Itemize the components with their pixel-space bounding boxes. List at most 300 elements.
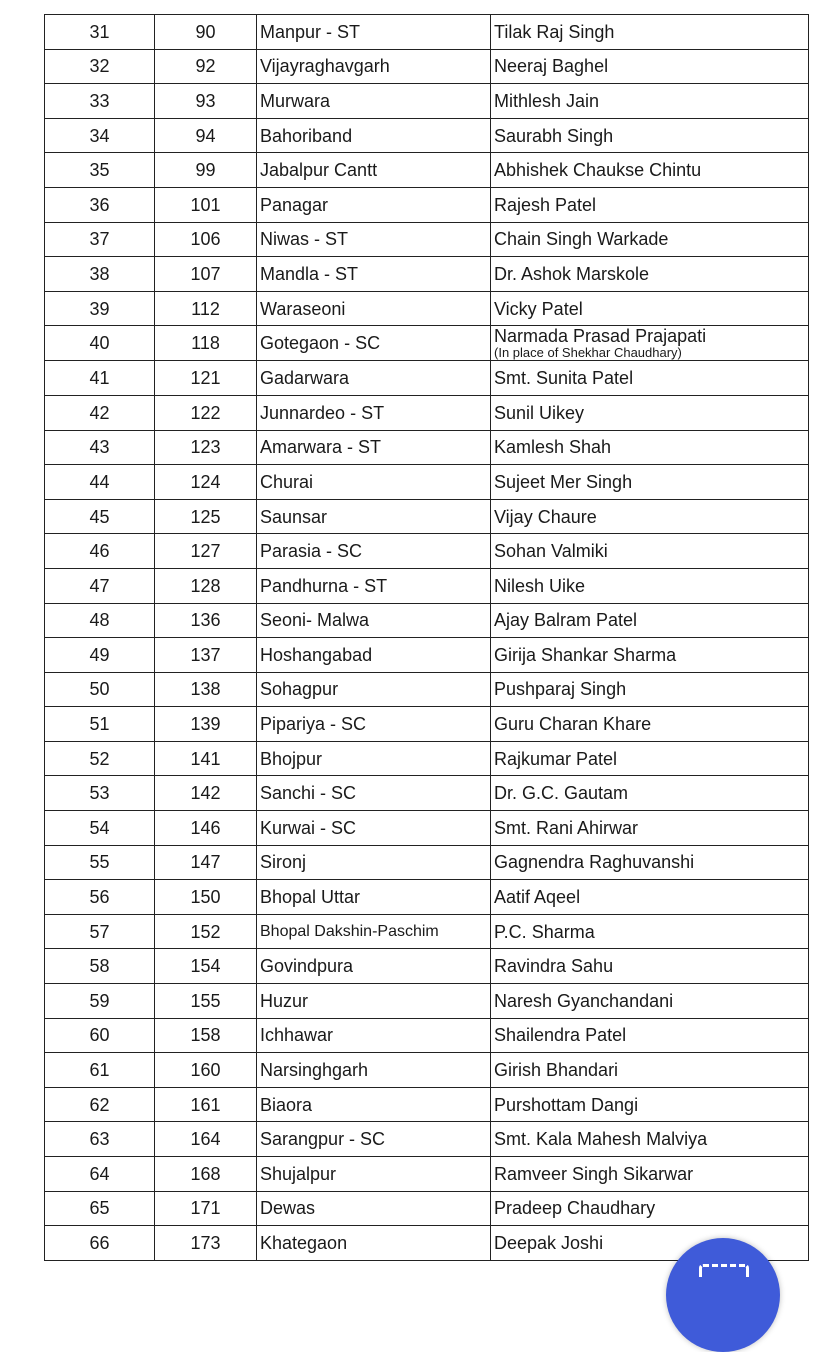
table-row — [45, 430, 809, 465]
ac-number-cell — [155, 776, 257, 811]
candidate-table — [44, 14, 809, 1261]
constituency-text: Saunsar — [260, 506, 328, 527]
serial-number-cell — [45, 187, 155, 222]
table-row — [45, 845, 809, 880]
candidate-cell — [491, 914, 809, 949]
constituency-cell — [257, 880, 491, 915]
table-row — [45, 534, 809, 569]
constituency-cell — [257, 568, 491, 603]
candidate-cell — [491, 291, 809, 326]
floating-action-button[interactable] — [666, 1238, 780, 1352]
table-row — [45, 222, 809, 257]
serial-number-text: 38 — [89, 263, 110, 284]
ac-number-text: 160 — [190, 1060, 221, 1081]
constituency-text: Amarwara - ST — [260, 437, 382, 458]
ac-number-text: 123 — [190, 437, 221, 458]
candidate-cell — [491, 741, 809, 776]
constituency-text: Hoshangabad — [260, 644, 373, 665]
candidate-text: Ajay Balram Patel — [494, 610, 638, 631]
constituency-cell — [257, 1122, 491, 1157]
table-row — [45, 603, 809, 638]
ac-number-text: 127 — [190, 541, 221, 562]
candidate-cell — [491, 15, 809, 50]
ac-number-text: 106 — [190, 229, 221, 250]
serial-number-cell — [45, 811, 155, 846]
candidate-text: Ramveer Singh Sikarwar — [494, 1163, 694, 1184]
candidate-cell — [491, 707, 809, 742]
table-row — [45, 187, 809, 222]
table-row — [45, 880, 809, 915]
candidate-cell — [491, 118, 809, 153]
candidate-text: Sujeet Mer Singh — [494, 471, 633, 492]
candidate-note: (In place of Shekhar Chaudhary) — [494, 345, 682, 361]
serial-number-cell — [45, 568, 155, 603]
ac-number-text: 139 — [190, 714, 221, 735]
constituency-text: Narsinghgarh — [260, 1060, 369, 1081]
ac-number-text: 94 — [195, 125, 216, 146]
serial-number-cell — [45, 880, 155, 915]
serial-number-text: 32 — [89, 56, 110, 77]
ac-number-text: 173 — [190, 1232, 221, 1253]
candidate-cell — [491, 465, 809, 500]
serial-number-text: 39 — [89, 298, 110, 319]
constituency-text: Jabalpur Cantt — [260, 160, 378, 181]
serial-number-cell — [45, 638, 155, 673]
serial-number-cell — [45, 84, 155, 119]
candidate-cell — [491, 568, 809, 603]
serial-number-text: 65 — [89, 1198, 110, 1219]
constituency-cell — [257, 603, 491, 638]
constituency-cell — [257, 949, 491, 984]
candidate-text: Nilesh Uike — [494, 575, 586, 596]
table-row — [45, 776, 809, 811]
candidate-cell — [491, 672, 809, 707]
ac-number-cell — [155, 1191, 257, 1226]
candidate-cell — [491, 361, 809, 396]
candidate-text: Abhishek Chaukse Chintu — [494, 160, 702, 181]
ac-number-text: 154 — [190, 956, 221, 977]
constituency-text: Pipariya - SC — [260, 714, 367, 735]
candidate-text: Sunil Uikey — [494, 402, 585, 423]
constituency-text: Junnardeo - ST — [260, 402, 385, 423]
constituency-cell — [257, 672, 491, 707]
serial-number-text: 58 — [89, 956, 110, 977]
ac-number-cell — [155, 1053, 257, 1088]
candidate-cell — [491, 1087, 809, 1122]
candidate-text: Aatif Aqeel — [494, 887, 581, 908]
candidate-text: Rajkumar Patel — [494, 748, 618, 769]
serial-number-text: 54 — [89, 817, 110, 838]
serial-number-text: 50 — [89, 679, 110, 700]
ac-number-cell — [155, 741, 257, 776]
constituency-cell — [257, 776, 491, 811]
serial-number-text: 44 — [89, 471, 110, 492]
candidate-text: Purshottam Dangi — [494, 1094, 639, 1115]
ac-number-text: 128 — [190, 575, 221, 596]
ac-number-cell — [155, 568, 257, 603]
constituency-cell — [257, 430, 491, 465]
serial-number-text: 40 — [89, 333, 110, 354]
table-row — [45, 707, 809, 742]
serial-number-text: 48 — [89, 610, 110, 631]
serial-number-cell — [45, 257, 155, 292]
constituency-text: Sironj — [260, 852, 307, 873]
candidate-cell — [491, 222, 809, 257]
serial-number-text: 53 — [89, 783, 110, 804]
ac-number-text: 147 — [190, 852, 221, 873]
constituency-text: Gadarwara — [260, 368, 350, 389]
constituency-text: Huzur — [260, 990, 309, 1011]
serial-number-text: 35 — [89, 160, 110, 181]
serial-number-text: 56 — [89, 887, 110, 908]
candidate-text: Dr. G.C. Gautam — [494, 783, 629, 804]
candidate-cell — [491, 880, 809, 915]
constituency-text: Gotegaon - SC — [260, 333, 381, 354]
serial-number-text: 51 — [89, 714, 110, 735]
constituency-text: Pandhurna - ST — [260, 575, 388, 596]
table-row — [45, 118, 809, 153]
serial-number-text: 42 — [89, 402, 110, 423]
ac-number-cell — [155, 222, 257, 257]
ac-number-text: 101 — [190, 194, 221, 215]
ac-number-text: 152 — [190, 921, 221, 942]
constituency-text: Bhojpur — [260, 748, 323, 769]
candidate-table-body — [45, 15, 809, 1261]
serial-number-text: 61 — [89, 1060, 110, 1081]
candidate-text: Dr. Ashok Marskole — [494, 263, 650, 284]
serial-number-cell — [45, 984, 155, 1019]
serial-number-text: 34 — [89, 125, 110, 146]
table-row — [45, 361, 809, 396]
serial-number-text: 52 — [89, 748, 110, 769]
constituency-cell — [257, 187, 491, 222]
table-row — [45, 984, 809, 1019]
ac-number-text: 93 — [195, 90, 216, 111]
constituency-cell — [257, 153, 491, 188]
constituency-text: Ichhawar — [260, 1025, 334, 1046]
constituency-text: Dewas — [260, 1198, 316, 1219]
serial-number-cell — [45, 291, 155, 326]
table-row — [45, 1157, 809, 1192]
candidate-text: Girish Bhandari — [494, 1060, 619, 1081]
ac-number-cell — [155, 1122, 257, 1157]
candidate-text: Deepak Joshi — [494, 1232, 604, 1253]
serial-number-text: 60 — [89, 1025, 110, 1046]
table-row — [45, 1053, 809, 1088]
ac-number-cell — [155, 84, 257, 119]
serial-number-cell — [45, 118, 155, 153]
serial-number-cell — [45, 534, 155, 569]
candidate-cell — [491, 776, 809, 811]
constituency-text: Churai — [260, 471, 314, 492]
table-row — [45, 84, 809, 119]
ac-number-cell — [155, 1018, 257, 1053]
candidate-text: Kamlesh Shah — [494, 437, 612, 458]
serial-number-cell — [45, 707, 155, 742]
ac-number-cell — [155, 361, 257, 396]
ac-number-cell — [155, 534, 257, 569]
constituency-text: Waraseoni — [260, 298, 346, 319]
ac-number-cell — [155, 914, 257, 949]
candidate-text: Pradeep Chaudhary — [494, 1198, 656, 1219]
candidate-text: Girija Shankar Sharma — [494, 644, 677, 665]
serial-number-cell — [45, 153, 155, 188]
candidate-text: Smt. Sunita Patel — [494, 368, 634, 389]
table-row — [45, 326, 809, 361]
ac-number-cell — [155, 1157, 257, 1192]
table-row — [45, 638, 809, 673]
table-row — [45, 1018, 809, 1053]
candidate-text: Sohan Valmiki — [494, 541, 608, 562]
candidate-text: Vicky Patel — [494, 298, 583, 319]
constituency-cell — [257, 707, 491, 742]
serial-number-cell — [45, 1191, 155, 1226]
ac-number-text: 171 — [190, 1198, 221, 1219]
ac-number-cell — [155, 118, 257, 153]
constituency-text: Bhopal Dakshin-Paschim — [260, 922, 439, 940]
table-row — [45, 1191, 809, 1226]
constituency-text: Mandla - ST — [260, 263, 359, 284]
serial-number-cell — [45, 1122, 155, 1157]
constituency-text: Khategaon — [260, 1232, 348, 1253]
serial-number-cell — [45, 845, 155, 880]
serial-number-text: 55 — [89, 852, 110, 873]
constituency-text: Sarangpur - SC — [260, 1129, 386, 1150]
serial-number-text: 63 — [89, 1129, 110, 1150]
document-scan-icon — [699, 1264, 749, 1277]
candidate-text: Ravindra Sahu — [494, 956, 614, 977]
candidate-text: Smt. Rani Ahirwar — [494, 817, 639, 838]
constituency-text: Shujalpur — [260, 1163, 337, 1184]
table-row — [45, 1122, 809, 1157]
serial-number-cell — [45, 914, 155, 949]
constituency-cell — [257, 257, 491, 292]
ac-number-cell — [155, 257, 257, 292]
ac-number-cell — [155, 15, 257, 50]
ac-number-text: 107 — [190, 263, 221, 284]
candidate-cell — [491, 395, 809, 430]
candidate-text: Naresh Gyanchandani — [494, 990, 674, 1011]
ac-number-text: 92 — [195, 56, 216, 77]
constituency-text: Kurwai - SC — [260, 817, 357, 838]
serial-number-cell — [45, 49, 155, 84]
constituency-cell — [257, 534, 491, 569]
candidate-text: Chain Singh Warkade — [494, 229, 669, 250]
constituency-cell — [257, 638, 491, 673]
serial-number-text: 41 — [89, 368, 110, 389]
candidate-text: Pushparaj Singh — [494, 679, 627, 700]
table-row — [45, 741, 809, 776]
constituency-cell — [257, 845, 491, 880]
candidate-text: Vijay Chaure — [494, 506, 597, 527]
constituency-cell — [257, 84, 491, 119]
ac-number-cell — [155, 430, 257, 465]
ac-number-cell — [155, 1226, 257, 1261]
table-row — [45, 465, 809, 500]
candidate-text: P.C. Sharma — [494, 921, 595, 942]
candidate-cell — [491, 984, 809, 1019]
ac-number-cell — [155, 153, 257, 188]
table-row — [45, 568, 809, 603]
ac-number-cell — [155, 465, 257, 500]
constituency-text: Seoni- Malwa — [260, 610, 370, 631]
candidate-text: Shailendra Patel — [494, 1025, 627, 1046]
ac-number-text: 125 — [190, 506, 221, 527]
table-row — [45, 395, 809, 430]
candidate-cell — [491, 949, 809, 984]
serial-number-cell — [45, 1226, 155, 1261]
serial-number-cell — [45, 1018, 155, 1053]
serial-number-text: 43 — [89, 437, 110, 458]
serial-number-cell — [45, 949, 155, 984]
candidate-cell — [491, 811, 809, 846]
constituency-cell — [257, 1191, 491, 1226]
serial-number-cell — [45, 465, 155, 500]
constituency-cell — [257, 1226, 491, 1261]
candidate-text: Mithlesh Jain — [494, 90, 600, 111]
constituency-cell — [257, 1087, 491, 1122]
ac-number-cell — [155, 707, 257, 742]
candidate-cell — [491, 1191, 809, 1226]
constituency-cell — [257, 222, 491, 257]
constituency-text: Murwara — [260, 90, 331, 111]
serial-number-cell — [45, 672, 155, 707]
serial-number-cell — [45, 776, 155, 811]
constituency-text: Sohagpur — [260, 679, 339, 700]
serial-number-text: 66 — [89, 1232, 110, 1253]
constituency-cell — [257, 741, 491, 776]
candidate-cell — [491, 638, 809, 673]
table-row — [45, 914, 809, 949]
serial-number-cell — [45, 430, 155, 465]
constituency-cell — [257, 914, 491, 949]
candidate-cell — [491, 845, 809, 880]
constituency-cell — [257, 1053, 491, 1088]
serial-number-text: 46 — [89, 541, 110, 562]
constituency-text: Vijayraghavgarh — [260, 56, 390, 77]
ac-number-cell — [155, 603, 257, 638]
serial-number-cell — [45, 1053, 155, 1088]
candidate-cell — [491, 1122, 809, 1157]
candidate-cell — [491, 534, 809, 569]
ac-number-cell — [155, 811, 257, 846]
table-row — [45, 499, 809, 534]
serial-number-text: 33 — [89, 90, 110, 111]
serial-number-cell — [45, 361, 155, 396]
candidate-text: Tilak Raj Singh — [494, 21, 615, 42]
serial-number-cell — [45, 603, 155, 638]
ac-number-text: 122 — [190, 402, 221, 423]
constituency-cell — [257, 395, 491, 430]
candidate-text: Rajesh Patel — [494, 194, 597, 215]
serial-number-text: 45 — [89, 506, 110, 527]
constituency-text: Govindpura — [260, 956, 354, 977]
serial-number-text: 62 — [89, 1094, 110, 1115]
constituency-text: Biaora — [260, 1094, 313, 1115]
candidate-cell — [491, 499, 809, 534]
table-row — [45, 257, 809, 292]
ac-number-cell — [155, 1087, 257, 1122]
constituency-cell — [257, 49, 491, 84]
constituency-text: Bhopal Uttar — [260, 887, 361, 908]
candidate-text: Guru Charan Khare — [494, 714, 652, 735]
ac-number-text: 141 — [190, 748, 221, 769]
ac-number-text: 112 — [191, 298, 220, 319]
constituency-text: Sanchi - SC — [260, 783, 357, 804]
serial-number-text: 31 — [89, 21, 110, 42]
serial-number-cell — [45, 326, 155, 361]
ac-number-text: 124 — [190, 471, 221, 492]
constituency-cell — [257, 326, 491, 361]
candidate-cell — [491, 603, 809, 638]
ac-number-text: 142 — [190, 783, 221, 804]
table-row — [45, 949, 809, 984]
ac-number-cell — [155, 949, 257, 984]
candidate-text: Gagnendra Raghuvanshi — [494, 852, 695, 873]
serial-number-text: 36 — [89, 194, 110, 215]
candidate-cell — [491, 1157, 809, 1192]
constituency-cell — [257, 291, 491, 326]
ac-number-text: 138 — [190, 679, 221, 700]
serial-number-cell — [45, 1087, 155, 1122]
ac-number-cell — [155, 395, 257, 430]
ac-number-cell — [155, 638, 257, 673]
serial-number-cell — [45, 1157, 155, 1192]
ac-number-cell — [155, 326, 257, 361]
ac-number-text: 121 — [190, 368, 221, 389]
serial-number-text: 64 — [89, 1163, 110, 1184]
ac-number-text: 150 — [190, 887, 221, 908]
ac-number-text: 137 — [190, 644, 221, 665]
constituency-cell — [257, 1018, 491, 1053]
ac-number-cell — [155, 672, 257, 707]
ac-number-cell — [155, 187, 257, 222]
ac-number-cell — [155, 880, 257, 915]
table-row — [45, 1087, 809, 1122]
candidate-cell — [491, 257, 809, 292]
constituency-cell — [257, 811, 491, 846]
candidate-text: Saurabh Singh — [494, 125, 614, 146]
candidate-text: Neeraj Baghel — [494, 56, 609, 77]
constituency-cell — [257, 15, 491, 50]
constituency-cell — [257, 361, 491, 396]
ac-number-cell — [155, 499, 257, 534]
table-row — [45, 49, 809, 84]
ac-number-text: 118 — [191, 333, 220, 354]
ac-number-text: 90 — [195, 21, 216, 42]
constituency-cell — [257, 499, 491, 534]
serial-number-text: 47 — [89, 575, 110, 596]
serial-number-cell — [45, 15, 155, 50]
candidate-cell — [491, 1053, 809, 1088]
ac-number-cell — [155, 291, 257, 326]
ac-number-text: 155 — [190, 990, 221, 1011]
ac-number-cell — [155, 984, 257, 1019]
serial-number-cell — [45, 741, 155, 776]
candidate-cell — [491, 1018, 809, 1053]
constituency-cell — [257, 984, 491, 1019]
candidate-cell — [491, 49, 809, 84]
constituency-text: Niwas - ST — [260, 229, 349, 250]
constituency-cell — [257, 1157, 491, 1192]
ac-number-text: 146 — [190, 817, 221, 838]
serial-number-text: 57 — [89, 921, 110, 942]
serial-number-cell — [45, 499, 155, 534]
constituency-text: Panagar — [260, 194, 329, 215]
table-row — [45, 811, 809, 846]
ac-number-cell — [155, 49, 257, 84]
table-row — [45, 672, 809, 707]
